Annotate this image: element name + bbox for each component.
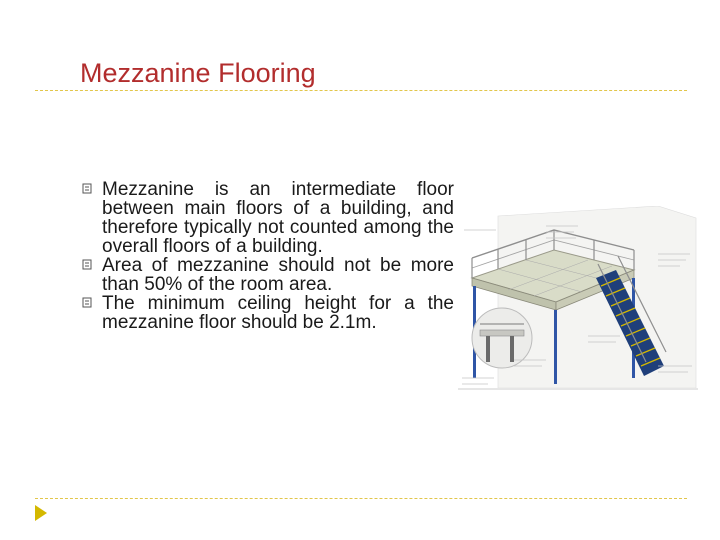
bullet-list [82, 180, 454, 332]
bullet-text: Area of mezzanine should not be more than 50% of the room area. [102, 255, 454, 295]
play-triangle-icon [35, 505, 47, 521]
slide-title: Mezzanine Flooring [80, 58, 316, 88]
bullet-item [82, 294, 454, 332]
mezzanine-illustration [458, 206, 698, 390]
bullet-item [82, 256, 454, 294]
square-bullet-icon [82, 183, 92, 195]
title-divider [35, 90, 687, 91]
square-bullet-icon [82, 297, 92, 309]
square-bullet-icon [82, 259, 92, 271]
bullet-text: The minimum ceiling height for a the mezzanine floor should be 2.1m. [102, 293, 454, 333]
bullet-item [82, 180, 454, 256]
bullet-text: Mezzanine is an intermediate floor between main floors of a building, and therefore typically not counted among the overall floors of a building. [102, 179, 454, 257]
footer-divider [35, 498, 687, 499]
